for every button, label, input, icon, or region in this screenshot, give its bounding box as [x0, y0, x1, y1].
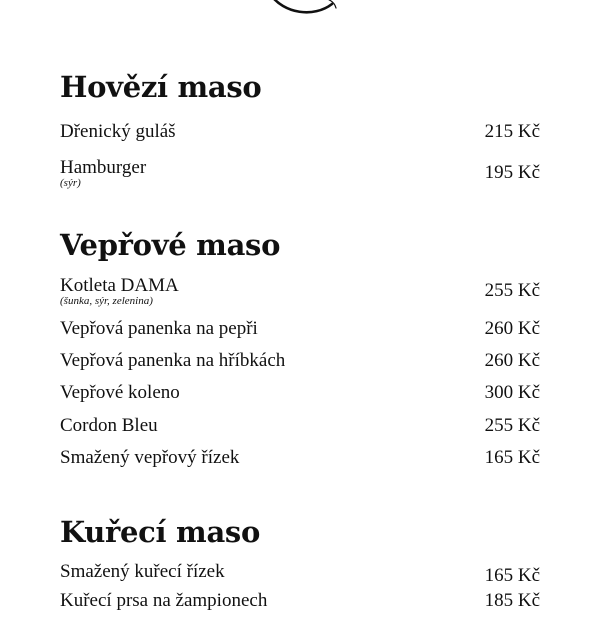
item-price: 185 Kč — [484, 590, 540, 611]
section-title-chicken: Kuřecí maso — [60, 515, 260, 549]
item-name: Smažený vepřový řízek — [60, 447, 240, 468]
item-price: 165 Kč — [484, 447, 540, 468]
item-name: Dřenický guláš — [60, 121, 176, 142]
item-name: Vepřová panenka na pepři — [60, 318, 258, 339]
item-price: 260 Kč — [484, 318, 540, 339]
menu-item — [60, 447, 540, 481]
item-name: Smažený kuřecí řízek — [60, 561, 225, 582]
menu-item — [60, 415, 540, 449]
item-name: Hamburger — [60, 157, 147, 178]
item-name: Kotleta DAMA — [60, 275, 179, 296]
item-note: (šunka, sýr, zelenina) — [60, 295, 153, 307]
menu-item — [60, 275, 540, 309]
item-name: Vepřová panenka na hříbkách — [60, 350, 286, 371]
item-price: 300 Kč — [484, 382, 540, 403]
item-name: Vepřové koleno — [60, 382, 180, 403]
item-price: 215 Kč — [484, 121, 540, 142]
menu-item — [60, 121, 540, 155]
menu-item — [60, 350, 540, 384]
item-note: (sýr) — [60, 177, 81, 189]
section-title-beef: Hovězí maso — [60, 70, 262, 104]
item-price: 260 Kč — [484, 350, 540, 371]
item-price: 195 Kč — [484, 162, 540, 183]
section-title-pork: Vepřové maso — [60, 228, 281, 262]
item-price: 255 Kč — [484, 415, 540, 436]
decorative-flourish-icon — [262, 0, 342, 18]
item-price: 165 Kč — [484, 565, 540, 586]
menu-item — [60, 382, 540, 416]
menu-item — [60, 318, 540, 352]
item-price: 255 Kč — [484, 280, 540, 301]
item-name: Cordon Bleu — [60, 415, 158, 436]
menu-item — [60, 157, 540, 191]
menu-item — [60, 590, 540, 624]
item-name: Kuřecí prsa na žampionech — [60, 590, 268, 611]
